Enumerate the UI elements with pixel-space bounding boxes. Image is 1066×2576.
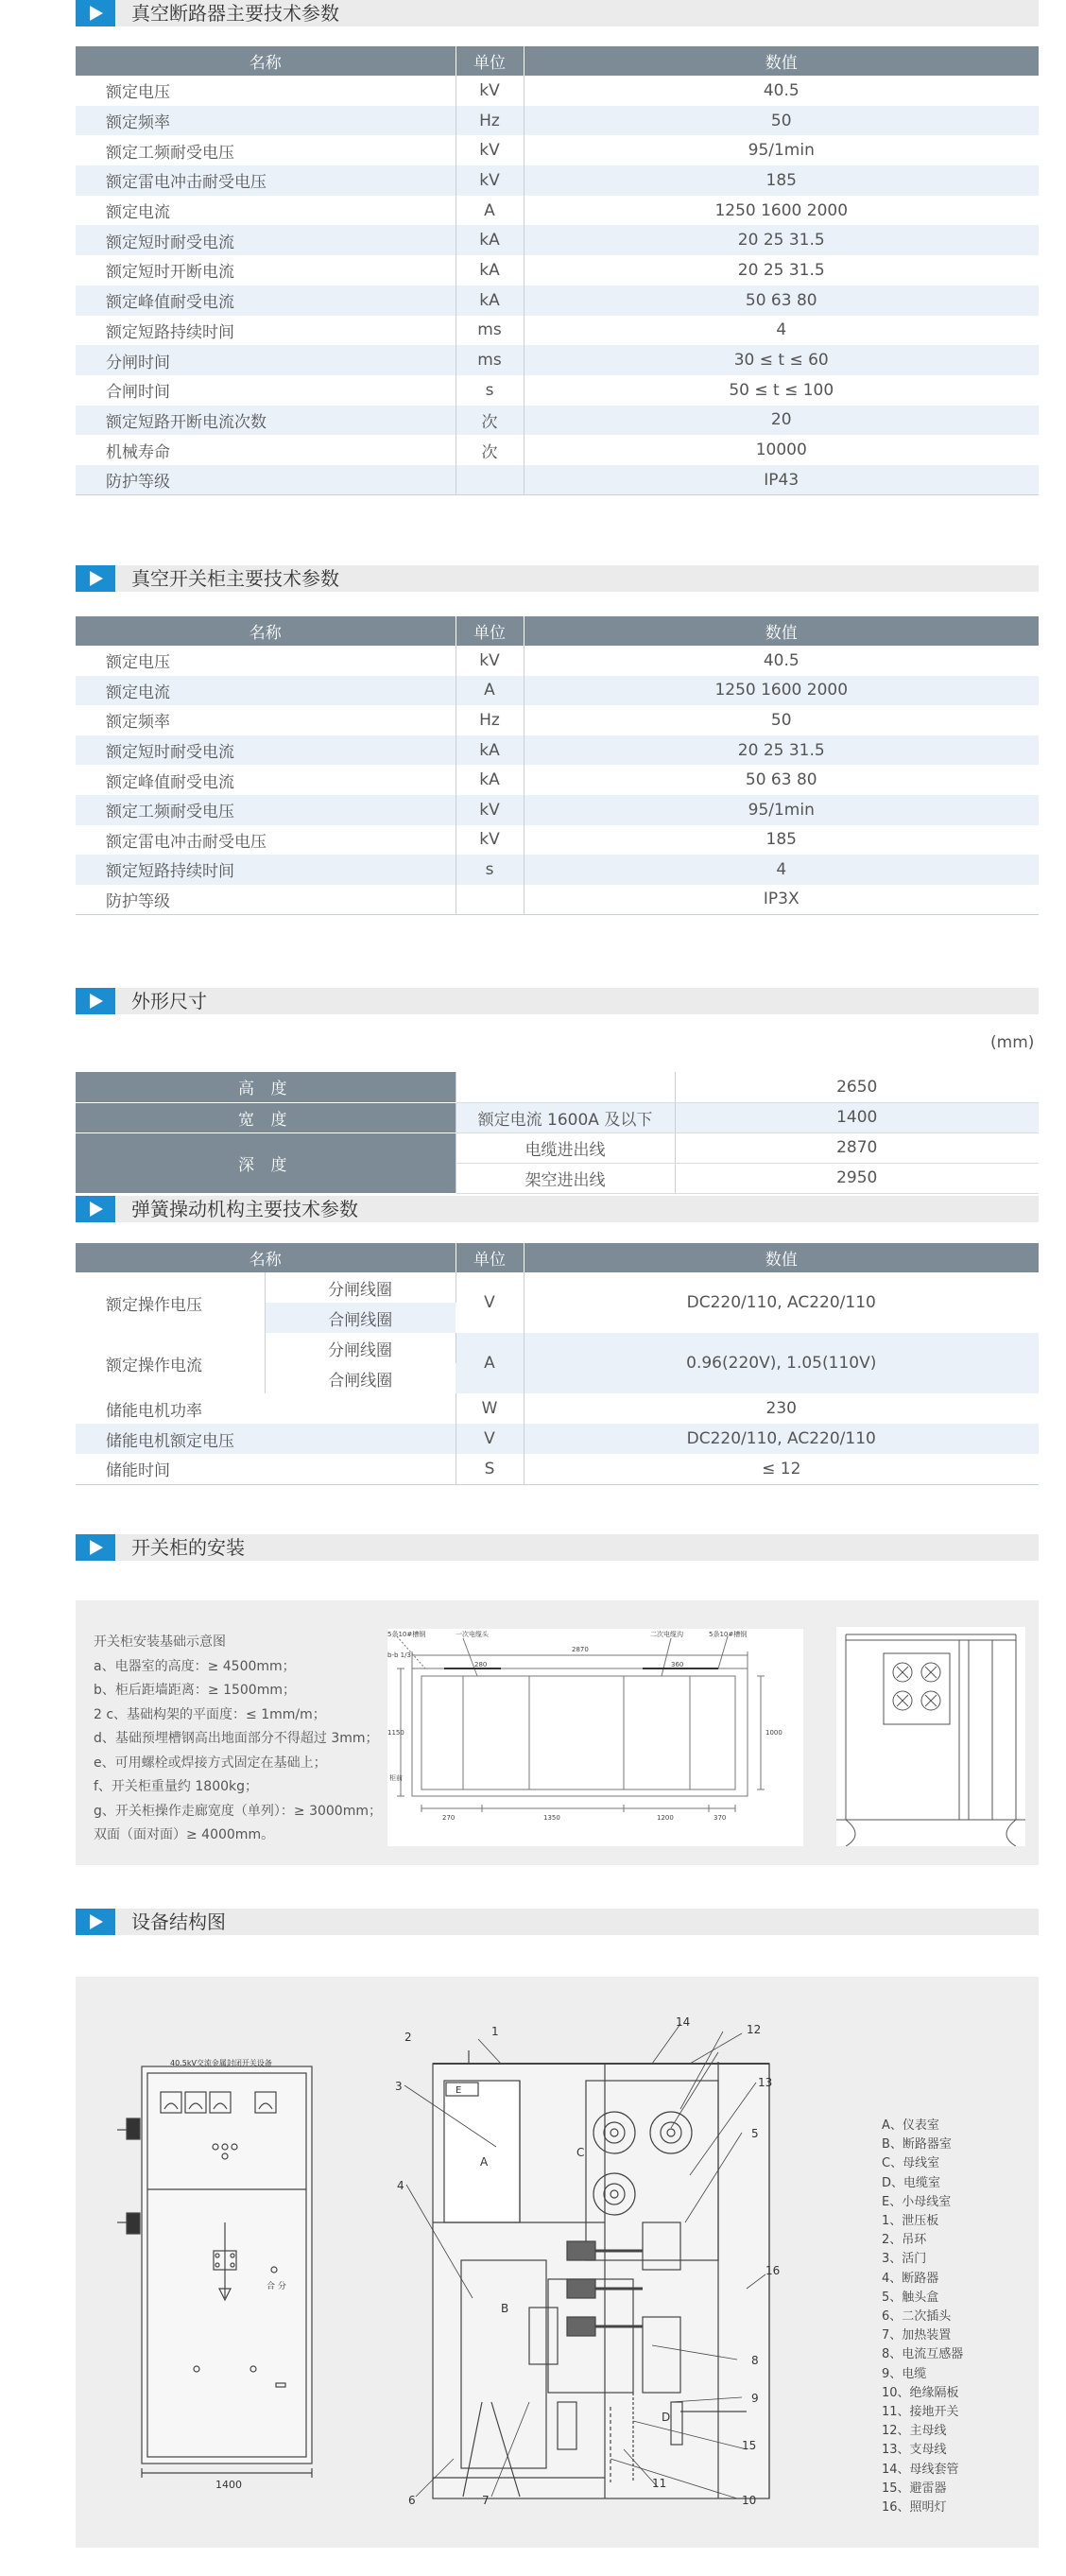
table-row <box>76 705 1039 735</box>
cell-name: 分闸时间 <box>76 345 456 375</box>
table-row <box>76 196 1039 226</box>
drawing-dimension: 280 <box>474 1661 488 1668</box>
cell-unit: s <box>456 855 524 885</box>
section-title: 外形尺寸 <box>131 990 207 1012</box>
cell-value: 10000 <box>755 441 807 460</box>
table-row <box>76 106 1039 136</box>
cell-unit: kV <box>456 165 524 196</box>
cell-unit <box>456 885 524 915</box>
nameplate-text: 40.5kV交流金属封闭开关设备 <box>170 2059 272 2067</box>
cell-name: 防护等级 <box>76 465 456 495</box>
depth-overhead: 架空进出线 <box>456 1163 675 1193</box>
legend-item: 8、电流互感器 <box>882 2347 964 2362</box>
cell-unit: kA <box>456 225 524 255</box>
header-name: 名称 <box>76 1243 456 1272</box>
cell-unit: kV <box>456 135 524 165</box>
structure-legend <box>882 2117 963 2517</box>
section-header-spring <box>76 1196 1039 1222</box>
cell-value: IP43 <box>524 465 1039 495</box>
table-row <box>76 135 1039 165</box>
section-header-cabinet <box>76 565 1039 592</box>
install-note: b、柜后距墙距离：≥ 1500mm； <box>94 1683 296 1698</box>
section-header-structure <box>76 1909 1039 1935</box>
header-unit: 单位 <box>456 616 524 646</box>
legend-item: 1、泄压板 <box>882 2214 939 2229</box>
callout-8: 8 <box>751 2354 759 2367</box>
callout-3: 3 <box>395 2080 403 2093</box>
play-icon <box>76 1909 115 1935</box>
table-row <box>76 406 1039 436</box>
install-note: g、开关柜操作走廊宽度（单列）：≥ 3000mm； <box>94 1803 382 1819</box>
drawing-dimension: 1200 <box>657 1814 674 1822</box>
section-title: 设备结构图 <box>131 1910 226 1933</box>
cell-unit: kV <box>456 795 524 825</box>
legend-item: 12、主母线 <box>882 2424 947 2439</box>
cell-value: 4 <box>776 320 787 340</box>
legend-item: 13、支母线 <box>882 2443 947 2458</box>
header-unit: 单位 <box>456 46 524 76</box>
table-row <box>76 345 1039 375</box>
table-row <box>76 76 1039 106</box>
motor-power-value: 230 <box>765 1399 797 1418</box>
cell-value: 1250 1600 2000 <box>714 200 849 220</box>
cell-unit: 次 <box>456 435 524 465</box>
cell-value: 1250 1600 2000 <box>524 676 1039 706</box>
cell-value: 50 63 80 <box>745 770 817 790</box>
height-label: 高 度 <box>76 1072 456 1102</box>
depth-cable: 电缆进出线 <box>456 1132 675 1163</box>
close-coil-label: 合闸线圈 <box>328 1371 393 1391</box>
legend-item: 2、吊环 <box>882 2233 927 2248</box>
callout-13: 13 <box>758 2076 773 2089</box>
install-panel <box>76 1600 1039 1865</box>
drawing-label: 柜前 <box>389 1774 403 1782</box>
unit-note: (mm) <box>990 1033 1035 1052</box>
table-row <box>76 285 1039 316</box>
cell-name: 额定短时耐受电流 <box>76 735 456 766</box>
operate-mark: 合 分 <box>266 2282 286 2291</box>
table-row <box>76 735 1039 766</box>
compartment-a: A <box>480 2155 489 2169</box>
charge-time-unit: S <box>456 1454 524 1484</box>
width-cond: 额定电流 1600A 及以下 <box>456 1102 675 1132</box>
drawing-dimension: 1150 <box>387 1729 404 1737</box>
width-label: 宽 度 <box>76 1102 456 1132</box>
cell-name: 合闸时间 <box>76 375 456 406</box>
install-note: 2 c、基础构架的平面度：≤ 1mm/m； <box>94 1706 326 1722</box>
legend-item: 3、活门 <box>882 2252 927 2267</box>
install-note: a、电器室的高度：≥ 4500mm； <box>94 1658 296 1674</box>
cell-unit: ms <box>456 316 524 346</box>
play-icon <box>76 565 115 592</box>
cell-unit: s <box>456 375 524 406</box>
cell-unit: kA <box>456 285 524 316</box>
cell-value: 4 <box>524 855 1039 885</box>
table-row <box>76 676 1039 706</box>
depth-label: 深 度 <box>76 1132 456 1193</box>
callout-1: 1 <box>491 2025 499 2038</box>
section-title: 弹簧操动机构主要技术参数 <box>131 1198 358 1220</box>
op-voltage-label: 额定操作电压 <box>76 1272 265 1333</box>
cell-name: 额定短时耐受电流 <box>76 225 456 255</box>
install-note: f、开关柜重量约 1800kg； <box>94 1779 259 1794</box>
cell-name: 机械寿命 <box>76 435 456 465</box>
drawing-dimension: 2870 <box>572 1646 589 1653</box>
cell-value: 95/1min <box>748 141 815 161</box>
callout-14: 14 <box>676 2015 691 2029</box>
depth-cable-value: 2870 <box>675 1132 1039 1163</box>
cell-name: 额定短路持续时间 <box>76 855 456 885</box>
callout-16: 16 <box>765 2264 781 2277</box>
compartment-e: E <box>456 2085 462 2096</box>
close-coil-label: 合闸线圈 <box>265 1303 456 1333</box>
install-note: 开关柜安装基础示意图 <box>94 1634 226 1650</box>
legend-item: A、仪表室 <box>882 2118 939 2133</box>
legend-item: E、小母线室 <box>882 2194 952 2209</box>
drawing-label: 5条10#槽钢 <box>709 1631 748 1638</box>
callout-5: 5 <box>751 2127 759 2140</box>
cabinet-section-view <box>387 2005 869 2534</box>
drawing-label: 5条10#槽钢 <box>387 1631 426 1638</box>
cell-unit: kA <box>456 735 524 766</box>
cell-name: 额定短路开断电流次数 <box>76 406 456 436</box>
cell-unit: Hz <box>456 705 524 735</box>
install-notes <box>94 1631 382 1848</box>
drawing-dimension: 370 <box>714 1814 727 1822</box>
motor-voltage-unit: V <box>456 1424 524 1454</box>
callout-10: 10 <box>742 2494 757 2507</box>
cell-name: 额定短路持续时间 <box>76 316 456 346</box>
table-row <box>76 465 1039 495</box>
cell-value: 40.5 <box>763 650 800 670</box>
section-title: 开关柜的安装 <box>131 1536 245 1559</box>
structure-panel <box>76 1977 1039 2548</box>
table-row <box>76 795 1039 825</box>
cell-name: 额定雷电冲击耐受电压 <box>76 825 456 856</box>
height-value: 2650 <box>675 1072 1039 1102</box>
legend-item: 10、绝缘隔板 <box>882 2385 959 2400</box>
charge-time-value: ≤ 12 <box>524 1454 1039 1484</box>
table-row <box>76 165 1039 196</box>
table-row <box>76 855 1039 885</box>
dimensions-table <box>76 1072 1039 1194</box>
cabinet-front-view <box>104 2052 378 2501</box>
header-value: 数值 <box>524 1243 1039 1272</box>
table-row <box>76 375 1039 406</box>
cell-name: 额定电流 <box>76 196 456 226</box>
cell-name: 额定峰值耐受电流 <box>76 765 456 795</box>
cell-value: 50 <box>770 710 792 730</box>
callout-11: 11 <box>652 2477 667 2490</box>
cell-name: 额定雷电冲击耐受电压 <box>76 165 456 196</box>
drawing-label: 一次电缆头 <box>456 1631 489 1638</box>
cell-unit: kV <box>456 646 524 676</box>
drawing-label: b-b 1/3 <box>387 1651 411 1659</box>
cell-unit: ms <box>456 345 524 375</box>
legend-item: D、电缆室 <box>882 2175 941 2190</box>
header-name: 名称 <box>76 46 456 76</box>
table-row <box>76 646 1039 676</box>
cell-unit: kA <box>456 765 524 795</box>
legend-item: 6、二次插头 <box>882 2309 952 2325</box>
table-row <box>76 316 1039 346</box>
section-title: 真空开关柜主要技术参数 <box>131 567 339 590</box>
cell-value: 50 63 80 <box>524 285 1039 316</box>
drawing-dimension: 270 <box>442 1814 456 1822</box>
install-note: 双面（面对面）≥ 4000mm。 <box>94 1827 275 1842</box>
table-row <box>76 885 1039 915</box>
cell-value: 185 <box>765 830 797 850</box>
table-row <box>76 255 1039 285</box>
callout-9: 9 <box>751 2392 759 2405</box>
cell-unit: A <box>456 676 524 706</box>
cell-unit <box>456 465 524 495</box>
play-icon <box>76 1534 115 1561</box>
cell-value: 20 <box>524 406 1039 436</box>
play-icon <box>76 0 115 26</box>
cell-name: 额定短时开断电流 <box>76 255 456 285</box>
cell-unit: Hz <box>456 106 524 136</box>
cell-value: 95/1min <box>524 795 1039 825</box>
cell-name: 额定电压 <box>76 76 456 106</box>
legend-item: 4、断路器 <box>882 2271 939 2286</box>
install-note: e、可用螺栓或焊接方式固定在基础上； <box>94 1755 327 1771</box>
op-current-label: 额定操作电流 <box>76 1333 265 1393</box>
callout-6: 6 <box>408 2494 416 2507</box>
callout-2: 2 <box>404 2031 412 2044</box>
depth-overhead-value: 2950 <box>675 1163 1039 1193</box>
cell-value: 20 25 31.5 <box>524 735 1039 766</box>
motor-power-unit: W <box>456 1393 524 1424</box>
legend-item: 14、母线套管 <box>882 2462 959 2477</box>
legend-item: 16、照明灯 <box>882 2500 947 2515</box>
cell-value: 50 ≤ t ≤ 100 <box>729 380 834 400</box>
cell-name: 额定电流 <box>76 676 456 706</box>
section-title: 真空断路器主要技术参数 <box>131 2 339 25</box>
drawing-dimension: 1000 <box>765 1729 782 1737</box>
cell-name: 防护等级 <box>76 885 456 915</box>
op-current-value: 0.96(220V), 1.05(110V) <box>524 1333 1039 1393</box>
op-voltage-unit: V <box>456 1272 524 1333</box>
table-row <box>76 765 1039 795</box>
header-value: 数值 <box>524 46 1039 76</box>
front-width-dim: 1400 <box>215 2479 242 2491</box>
cell-name: 额定电压 <box>76 646 456 676</box>
spring-spec-table <box>76 1243 1039 1485</box>
cell-value: 185 <box>524 165 1039 196</box>
header-unit: 单位 <box>456 1243 524 1272</box>
table-row <box>76 825 1039 856</box>
legend-item: 7、加热装置 <box>882 2328 952 2343</box>
legend-item: 9、电缆 <box>882 2366 927 2381</box>
motor-voltage-label: 储能电机额定电压 <box>76 1424 456 1454</box>
legend-item: 5、触头盒 <box>882 2290 939 2305</box>
width-value: 1400 <box>675 1102 1039 1132</box>
cabinet-spec-table <box>76 616 1039 915</box>
cell-name: 额定工频耐受电压 <box>76 135 456 165</box>
callout-7: 7 <box>482 2494 490 2507</box>
install-note: d、基础预埋槽钢高出地面部分不得超过 3mm； <box>94 1731 379 1746</box>
breaker-spec-table <box>76 46 1039 495</box>
table-row <box>76 225 1039 255</box>
header-name: 名称 <box>76 616 456 646</box>
section-header-breaker <box>76 0 1039 26</box>
section-header-install <box>76 1534 1039 1561</box>
foundation-plan-drawing <box>387 1629 803 1846</box>
section-header-dimensions <box>76 988 1039 1014</box>
play-icon <box>76 1196 115 1222</box>
charge-time-label: 储能时间 <box>76 1454 456 1484</box>
open-coil-label: 分闸线圈 <box>265 1272 456 1303</box>
cell-value: 30 ≤ t ≤ 60 <box>524 345 1039 375</box>
compartment-d: D <box>662 2411 671 2424</box>
cell-unit: kA <box>456 255 524 285</box>
legend-item: 15、避雷器 <box>882 2481 947 2496</box>
compartment-c: C <box>576 2146 585 2159</box>
cell-unit: kV <box>456 76 524 106</box>
header-value: 数值 <box>524 616 1039 646</box>
cell-value: IP3X <box>524 885 1039 915</box>
height-cond <box>456 1072 675 1102</box>
cell-value: 20 25 31.5 <box>737 260 825 280</box>
compartment-b: B <box>501 2302 509 2315</box>
cell-name: 额定工频耐受电压 <box>76 795 456 825</box>
cell-value: 20 25 31.5 <box>524 225 1039 255</box>
cell-name: 额定峰值耐受电流 <box>76 285 456 316</box>
motor-power-label: 储能电机功率 <box>76 1393 456 1424</box>
drawing-label: 二次电缆沟 <box>650 1631 683 1638</box>
cabinet-side-drawing <box>836 1627 1025 1846</box>
open-coil-label: 分闸线圈 <box>265 1333 456 1363</box>
table-row <box>76 435 1039 465</box>
cell-unit: kV <box>456 825 524 856</box>
callout-12: 12 <box>747 2023 762 2036</box>
cell-name: 额定频率 <box>76 106 456 136</box>
legend-item: 11、接地开关 <box>882 2405 959 2420</box>
cell-name: 额定频率 <box>76 705 456 735</box>
callout-15: 15 <box>742 2439 757 2452</box>
callout-4: 4 <box>397 2179 404 2192</box>
cell-unit: 次 <box>456 406 524 436</box>
drawing-dimension: 360 <box>671 1661 684 1668</box>
op-current-unit: A <box>456 1333 524 1393</box>
legend-item: C、母线室 <box>882 2156 940 2171</box>
motor-voltage-value: DC220/110, AC220/110 <box>524 1424 1039 1454</box>
cell-value: 50 <box>524 106 1039 136</box>
drawing-dimension: 1350 <box>543 1814 560 1822</box>
op-voltage-value: DC220/110, AC220/110 <box>524 1272 1039 1333</box>
cell-value: 40.5 <box>763 80 800 100</box>
legend-item: B、断路器室 <box>882 2137 952 2152</box>
cell-unit: A <box>456 196 524 226</box>
play-icon <box>76 988 115 1014</box>
